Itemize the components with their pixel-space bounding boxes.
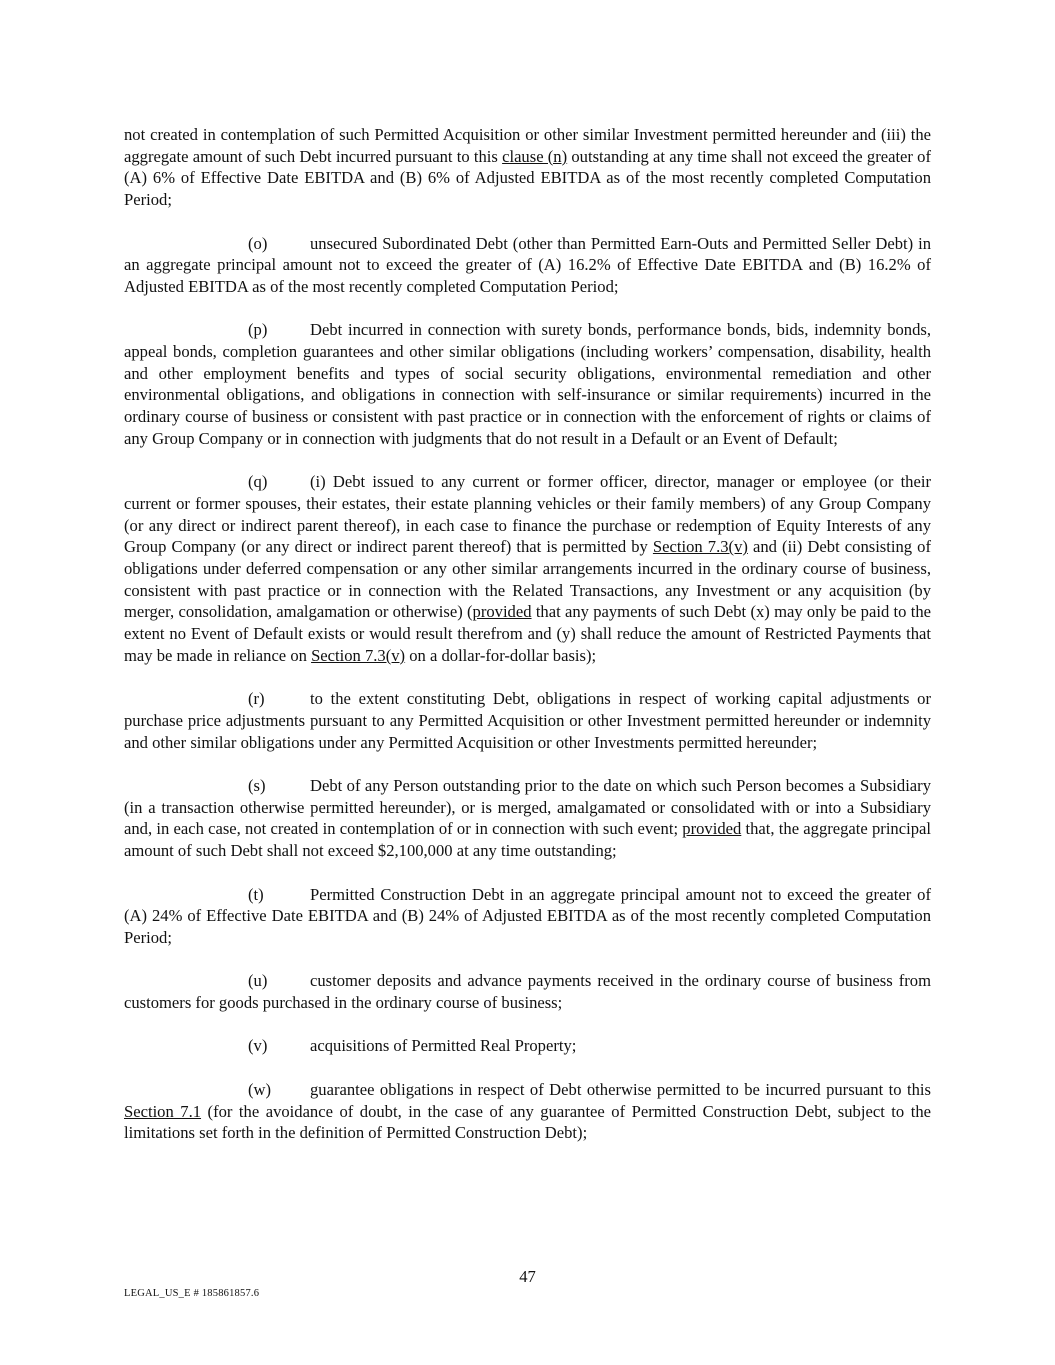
clause-label: (p) xyxy=(248,320,268,340)
paragraph-text: and (ii) Debt consisting of obligations under deferred compensation or any other similar arrangements incurred in the ordinary course of business, consistent with past practice or in connection with the Related Transactions, any Investment or any acquisition (by merger, consolidation, amalgamation or otherwise) ( xyxy=(124,537,931,622)
paragraph-text: not created in contemplation of such Permitted Acquisition or other similar Investment permitted hereunder and (iii) the aggregate amount of such Debt incurred pursuant to this xyxy=(124,125,931,166)
paragraph-t xyxy=(124,884,931,949)
paragraph-text: guarantee obligations in respect of Debt otherwise permitted to be incurred pursuant to this xyxy=(310,1079,931,1099)
paragraph-q xyxy=(124,471,931,666)
document-body xyxy=(124,124,931,1166)
paragraph-s xyxy=(124,775,931,862)
paragraph-text: Debt of any Person outstanding prior to the date on which such Person becomes a Subsidiary (in a transaction otherwise permitted hereunder), or is merged, amalgamated or consolidated with or into a Subsidiary and, in each case, not created in contemplation of or in connection with such event; xyxy=(124,776,931,839)
paragraph-text: to the extent constituting Debt, obligations in respect of working capital adjustments or purchase price adjustments pursuant to any Permitted Acquisition or other Investment permitted hereunder or indemnity and other similar obligations under any Permitted Acquisition or other Investments permitted hereunder; xyxy=(124,689,931,752)
cross-reference: provided xyxy=(682,819,742,839)
paragraph-u xyxy=(124,970,931,1013)
paragraph-v xyxy=(124,1035,931,1057)
paragraph-text: Permitted Construction Debt in an aggregate principal amount not to exceed the greater of (A) 24% of Effective Date EBITDA and (B) 24% of Adjusted EBITDA as of the most recently completed Computation Period; xyxy=(124,884,931,947)
clause-label: (v) xyxy=(248,1036,268,1056)
paragraph-text: customer deposits and advance payments received in the ordinary course of business from customers for goods purchased in the ordinary course of business; xyxy=(124,971,931,1013)
document-id: LEGAL_US_E # 185861857.6 xyxy=(124,1288,260,1299)
clause-label: (s) xyxy=(248,776,266,796)
paragraph-text: unsecured Subordinated Debt (other than Permitted Earn-Outs and Permitted Seller Debt) in an aggregate principal amount not to exceed the greater of (A) 16.2% of Effective Date EBITDA and (B) 16.2% of Adjusted EBITDA as of the most recently completed Computation Period; xyxy=(124,233,931,296)
paragraph-text: (for the avoidance of doubt, in the case of any guarantee of Permitted Construction Debt, subject to the limitations set forth in the definition of Permitted Construction Debt); xyxy=(124,1101,931,1143)
clause-label: (u) xyxy=(248,971,268,991)
page-number: 47 xyxy=(519,1267,536,1286)
cross-reference: provided xyxy=(472,602,532,622)
paragraph-o xyxy=(124,233,931,298)
cross-reference: Section 7.3(v) xyxy=(652,537,748,557)
cross-reference: Section 7.1 xyxy=(124,1101,202,1121)
paragraph-text: outstanding at any time shall not exceed the greater of (A) 6% of Effective Date EBITDA and (B) 6% of Adjusted EBITDA as of the most recently completed Computation Period; xyxy=(124,146,931,210)
clause-label: (q) xyxy=(248,472,268,492)
clause-label: (w) xyxy=(248,1079,272,1099)
paragraph-w xyxy=(124,1079,931,1144)
cross-reference: clause (n) xyxy=(502,146,568,166)
paragraph-text: acquisitions of Permitted Real Property; xyxy=(310,1036,577,1056)
cross-reference: Section 7.3(v) xyxy=(311,645,406,665)
clause-label: (t) xyxy=(248,884,264,904)
clause-label: (o) xyxy=(248,233,268,253)
clause-label: (r) xyxy=(248,689,265,709)
paragraph-r xyxy=(124,688,931,753)
paragraph-p xyxy=(124,319,931,449)
paragraph-text: that, the aggregate principal amount of such Debt shall not exceed $2,100,000 at any time outstanding; xyxy=(124,819,931,861)
paragraph-text: that any payments of such Debt (x) may only be paid to the extent no Event of Default exists or would result therefrom and (y) shall reduce the amount of Restricted Payments that may be made in reliance on xyxy=(124,602,931,665)
paragraph-text: Debt incurred in connection with surety bonds, performance bonds, bids, indemnity bonds, appeal bonds, completion guarantees and other similar obligations (including workers’ compensation, disability, health and other employment benefits and types of social security obligations, environmental remediation and other environmental obligations, and obligations in connection with self-insurance or similar requirements) incurred in the ordinary course of business or consistent with past practice or in connection with the enforcement of rights or claims of any Group Company or in connection with judgments that do not result in a Default or an Event of Default; xyxy=(124,320,931,448)
paragraph-text: (i) Debt issued to any current or former officer, director, manager or employee (or their current or former spouses, their estates, their estate planning vehicles or their family members) of any Group Company (or any direct or indirect parent thereof), in each case to finance the purchase or redemption of Equity Interests of any Group Company (or any direct or indirect parent thereof) that is permitted by xyxy=(124,472,931,557)
paragraph-text: on a dollar-for-dollar basis); xyxy=(405,645,597,665)
paragraph-continuation xyxy=(124,124,931,211)
